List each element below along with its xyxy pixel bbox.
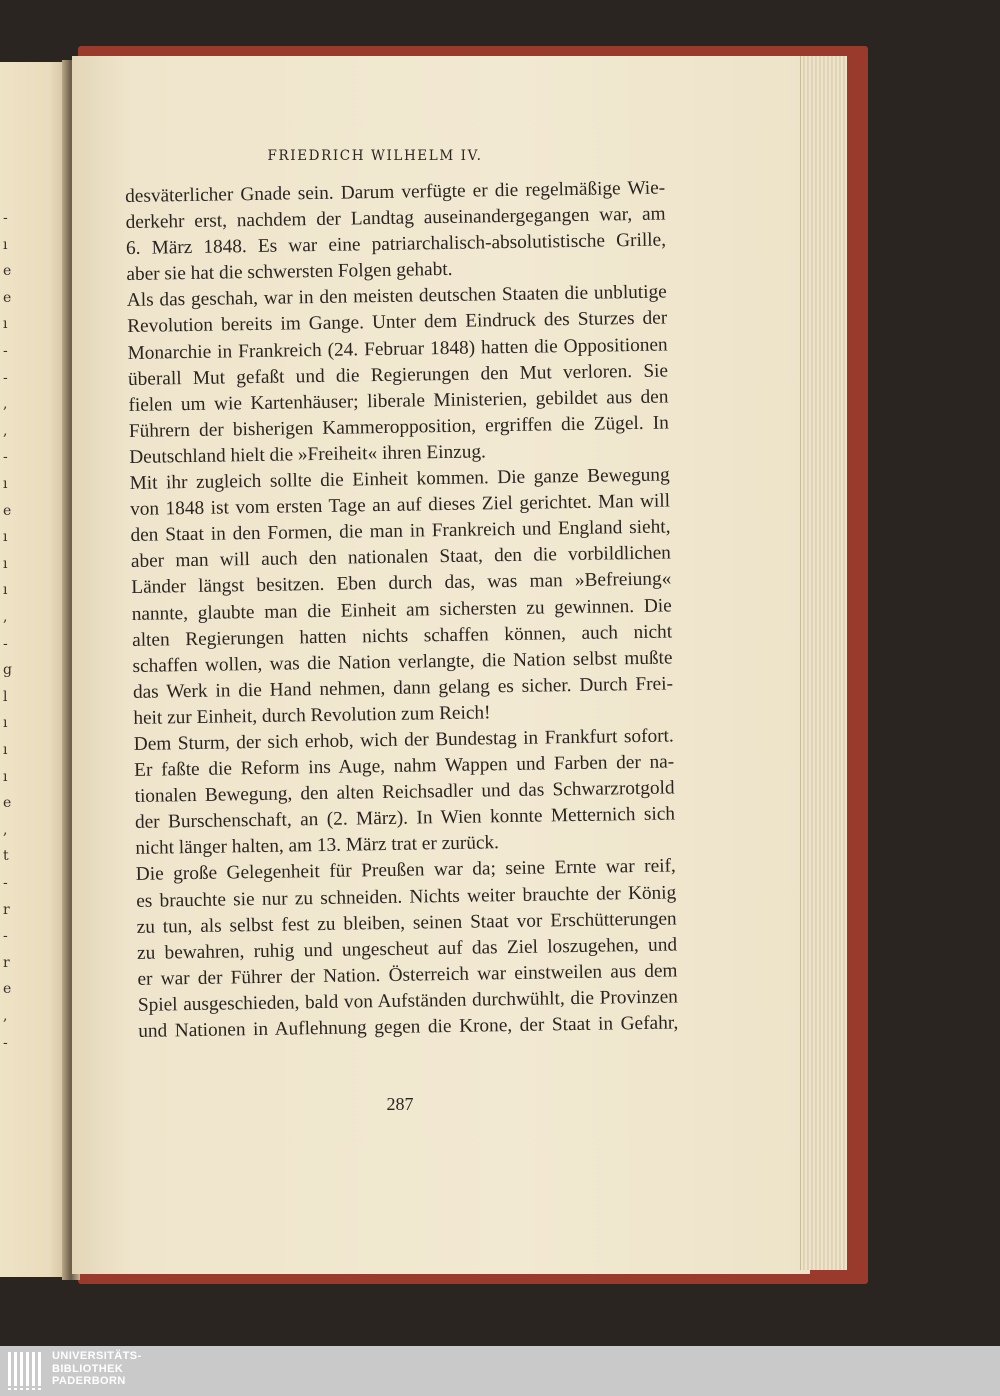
text-line: überall Mut gefaßt und die Regierungen den Mut verloren. Sie: [127, 360, 669, 390]
margin-fragment: -: [3, 210, 8, 226]
text-line: schaffen wollen, was die Nation verlangte, die Nation selbst mußte: [132, 647, 673, 677]
library-name: [52, 1350, 142, 1388]
text-line: Dem Sturm, der sich erhob, wich der Bundestag in Frankfurt sofort.: [133, 725, 674, 755]
text-line: Monarchie in Frankreich (24. Februar 1848) hatten die Oppositionen: [127, 334, 668, 364]
margin-fragment: ı: [3, 715, 8, 732]
text-line: heit zur Einheit, durch Revolution zum Reich!: [133, 702, 491, 729]
running-head: FRIEDRICH WILHELM IV.: [267, 148, 483, 164]
margin-fragment: t: [3, 848, 9, 865]
text-line: Länder längst besitzen. Eben durch das, was man »Befreiung«: [131, 568, 672, 599]
text-line: 6. März 1848. Es war eine patriarchalisch-absolutistische Grille,: [125, 229, 667, 260]
library-name-line: UNIVERSITÄTS-: [52, 1350, 142, 1362]
margin-fragment: ı: [3, 582, 8, 599]
margin-fragment: ı: [3, 529, 8, 546]
text-line: Spiel ausgeschieden, bald von Aufständen durchwühlt, die Provinzen: [137, 986, 679, 1016]
text-line: alten Regierungen hatten nichts schaffen können, auch nicht: [131, 621, 673, 651]
margin-fragment: ı: [3, 476, 8, 492]
library-logo-icon: [6, 1350, 46, 1392]
margin-fragment: -: [3, 928, 8, 945]
text-line: nicht länger halten, am 13. März trat er zurück.: [135, 832, 500, 860]
margin-fragment: r: [3, 954, 10, 971]
margin-fragment: e: [3, 289, 12, 306]
page-edges: [800, 56, 847, 1270]
text-line: nannte, glaubte man die Einheit am sichersten zu gewinnen. Die: [131, 594, 672, 625]
margin-fragment: g: [3, 662, 12, 679]
margin-fragment: -: [3, 449, 8, 466]
text-line: er war der Führer der Nation. Österreich war einstweilen aus dem: [137, 960, 678, 990]
text-line: derkehr erst, nachdem der Landtag auseinandergegangen war, am: [125, 203, 666, 234]
text-line: Er faßte die Reform ins Auge, nahm Wappen und Farben der na-: [134, 751, 675, 781]
margin-fragment: -: [3, 369, 8, 386]
margin-fragment: ,: [3, 422, 8, 439]
page-number: 287: [386, 1094, 414, 1114]
text-line: tionalen Bewegung, den alten Reichsadler und das Schwarzrotgold: [134, 777, 675, 808]
text-line: Deutschland hielt die »Freiheit« ihren Einzug.: [129, 441, 487, 468]
margin-fragment: r: [3, 901, 10, 918]
text-line: zu bewahren, ruhig und ungescheut auf das Ziel loszugehen, und: [136, 934, 678, 964]
margin-fragment: -: [3, 635, 8, 652]
margin-fragment: e: [3, 795, 12, 812]
margin-fragment: ı: [3, 768, 8, 785]
margin-fragment: ,: [3, 1008, 8, 1024]
margin-fragment: -: [3, 1034, 8, 1051]
text-line: das Werk in die Hand nehmen, dann gelang es sicher. Durch Frei-: [132, 673, 674, 703]
text-line: den Staat in den Formen, die man in Frankreich und England sieht,: [130, 516, 671, 547]
margin-fragment: ı: [3, 316, 8, 333]
margin-fragment: -: [3, 875, 8, 891]
margin-fragment: ı: [3, 236, 8, 253]
margin-fragment: ı: [3, 555, 8, 572]
margin-fragment: ,: [3, 609, 8, 625]
margin-fragment: e: [3, 502, 12, 519]
left-page: [0, 62, 70, 1277]
text-line: Mit ihr zugleich sollte die Einheit kommen. Die ganze Bewegung: [129, 464, 670, 494]
text-line: Revolution bereits im Gange. Unter dem Eindruck des Sturzes der: [127, 307, 668, 338]
margin-fragment: ,: [3, 821, 8, 838]
text-line: desväterlicher Gnade sein. Darum verfügte er die regelmäßige Wie-: [125, 177, 666, 207]
margin-fragment: -: [3, 343, 8, 359]
library-name-line: BIBLIOTHEK: [52, 1362, 124, 1375]
text-line: der Burschenschaft, an (2. März). In Wien konnte Metternich sich: [134, 803, 676, 834]
text-line: es brauchte sie nur zu schneiden. Nichts weiter brauchte der König: [136, 881, 677, 912]
text-line: aber sie hat die schwersten Folgen gehabt.: [126, 259, 453, 286]
text-line: von 1848 ist vom ersten Tage an auf dieses Ziel gerichtet. Man will: [129, 490, 671, 521]
margin-fragment: ı: [3, 742, 8, 758]
text-line: Führern der bisherigen Kammeropposition, ergriffen die Zügel. In: [128, 412, 669, 442]
body-text: [125, 176, 678, 1045]
margin-fragment: ,: [3, 396, 8, 413]
text-line: und Nationen in Auflehnung gegen die Krone, der Staat in Gefahr,: [138, 1012, 679, 1042]
library-name-line: PADERBORN: [52, 1375, 126, 1387]
text-line: Als das geschah, war in den meisten deutschen Staaten die unblutige: [126, 281, 667, 312]
margin-fragment: e: [3, 263, 12, 280]
text-line: Die große Gelegenheit für Preußen war da; seine Ernte war reif,: [135, 855, 676, 886]
text-line: fielen um wie Kartenhäuser; liberale Ministerien, gebildet aus den: [128, 386, 669, 416]
margin-fragment: e: [3, 981, 12, 998]
margin-fragment: l: [3, 688, 8, 705]
text-line: zu tun, als selbst fest zu bleiben, seinen Staat vor Erschütterungen: [136, 908, 677, 938]
library-footer: [0, 1346, 1000, 1396]
left-page-edge-text: [0, 62, 20, 1277]
text-line: aber man will auch den nationalen Staat, den die vorbildlichen: [130, 542, 672, 573]
